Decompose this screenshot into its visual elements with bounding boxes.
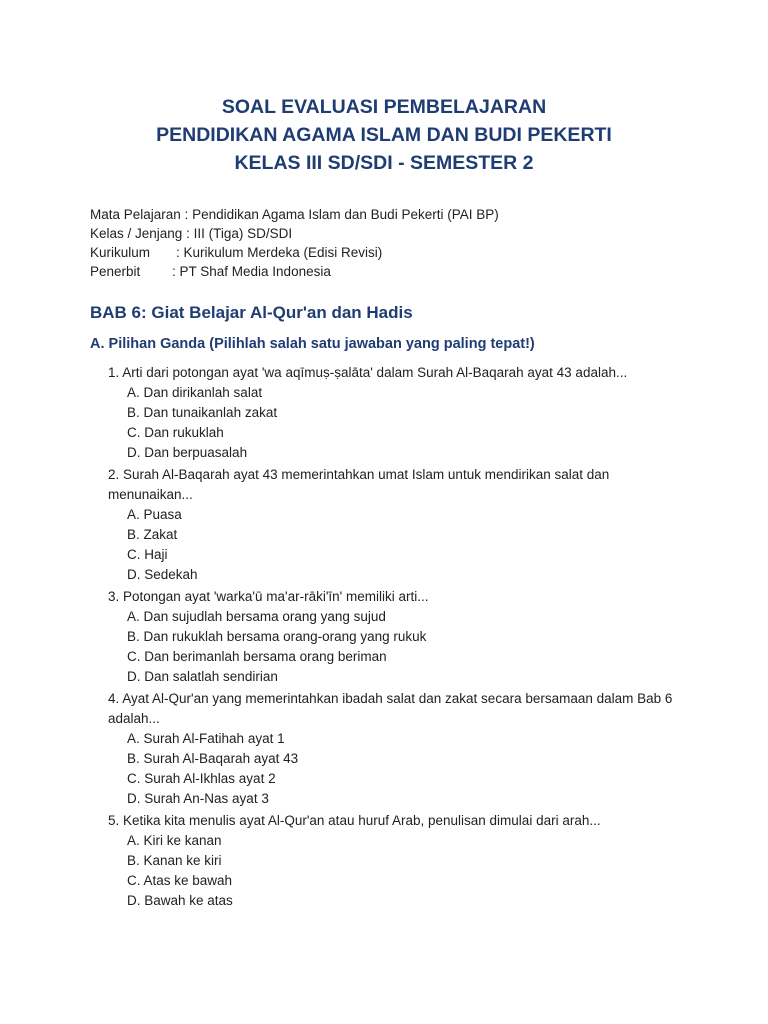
meta-label-kelas: Kelas / Jenjang :: [90, 226, 194, 241]
answer-option: A. Dan sujudlah bersama orang yang sujud: [127, 609, 386, 624]
answer-option: D. Dan berpuasalah: [127, 445, 248, 460]
title-line-3: KELAS III SD/SDI - SEMESTER 2: [234, 152, 534, 174]
meta-label-mapel: Mata Pelajaran :: [90, 207, 193, 222]
answer-option: C. Dan rukuklah: [127, 425, 224, 440]
answer-option: C. Atas ke bawah: [127, 873, 233, 888]
question-text: 3. Potongan ayat 'warka'ū ma'ar-rāki'īn' memiliki arti...: [108, 589, 429, 604]
answer-option: C. Haji: [127, 547, 168, 562]
title-line-1: SOAL EVALUASI PEMBELAJARAN: [221, 96, 547, 118]
answer-option: D. Bawah ke atas: [127, 893, 233, 908]
meta-label-penerbit: Penerbit: [90, 264, 141, 279]
answer-option: B. Kanan ke kiri: [127, 853, 222, 868]
question-text: 2. Surah Al-Baqarah ayat 43 memerintahkan umat Islam untuk mendirikan salat dan menunaikan...: [108, 467, 610, 502]
answer-option: D. Surah An-Nas ayat 3: [127, 791, 269, 806]
question-item: [108, 587, 688, 687]
meta-value-kurikulum: : Kurikulum Merdeka (Edisi Revisi): [176, 245, 383, 260]
question-item: [108, 811, 688, 911]
question-text: 5. Ketika kita menulis ayat Al-Qur'an atau huruf Arab, penulisan dimulai dari arah...: [108, 813, 601, 828]
section-heading: A. Pilihan Ganda (Pilihlah salah satu jawaban yang paling tepat!): [90, 336, 535, 352]
question-list: [108, 363, 688, 913]
chapter-heading: BAB 6: Giat Belajar Al-Qur'an dan Hadis: [90, 303, 413, 322]
title-line-2: PENDIDIKAN AGAMA ISLAM DAN BUDI PEKERTI: [156, 124, 612, 146]
answer-option: A. Dan dirikanlah salat: [127, 385, 263, 400]
document-title: [0, 93, 768, 177]
meta-value-penerbit: : PT Shaf Media Indonesia: [172, 264, 331, 279]
question-item: [108, 465, 688, 585]
answer-option: D. Dan salatlah sendirian: [127, 669, 278, 684]
answer-option: A. Kiri ke kanan: [127, 833, 222, 848]
meta-value-kelas: III (Tiga) SD/SDI: [193, 226, 293, 241]
answer-option: D. Sedekah: [127, 567, 198, 582]
document-metadata: [90, 205, 499, 281]
question-text: 1. Arti dari potongan ayat 'wa aqīmuṣ-ṣalāta' dalam Surah Al-Baqarah ayat 43 adalah...: [108, 365, 628, 380]
answer-option: A. Surah Al-Fatihah ayat 1: [127, 731, 285, 746]
answer-option: C. Surah Al-Ikhlas ayat 2: [127, 771, 276, 786]
question-item: [108, 689, 688, 809]
answer-option: C. Dan berimanlah bersama orang beriman: [127, 649, 387, 664]
answer-option: B. Dan rukuklah bersama orang-orang yang rukuk: [127, 629, 427, 644]
question-text: 4. Ayat Al-Qur'an yang memerintahkan ibadah salat dan zakat secara bersamaan dalam Bab 6 adalah...: [108, 691, 673, 726]
meta-label-kurikulum: Kurikulum: [90, 245, 151, 260]
question-item: [108, 363, 688, 463]
answer-option: B. Surah Al-Baqarah ayat 43: [127, 751, 299, 766]
meta-row-kurikulum: [90, 243, 499, 262]
answer-option: A. Puasa: [127, 507, 182, 522]
meta-row-mapel: [90, 205, 499, 224]
meta-row-penerbit: [90, 262, 499, 281]
answer-option: B. Dan tunaikanlah zakat: [127, 405, 278, 420]
meta-row-kelas: [90, 224, 499, 243]
meta-value-mapel: Pendidikan Agama Islam dan Budi Pekerti (PAI BP): [192, 207, 499, 222]
answer-option: B. Zakat: [127, 527, 178, 542]
